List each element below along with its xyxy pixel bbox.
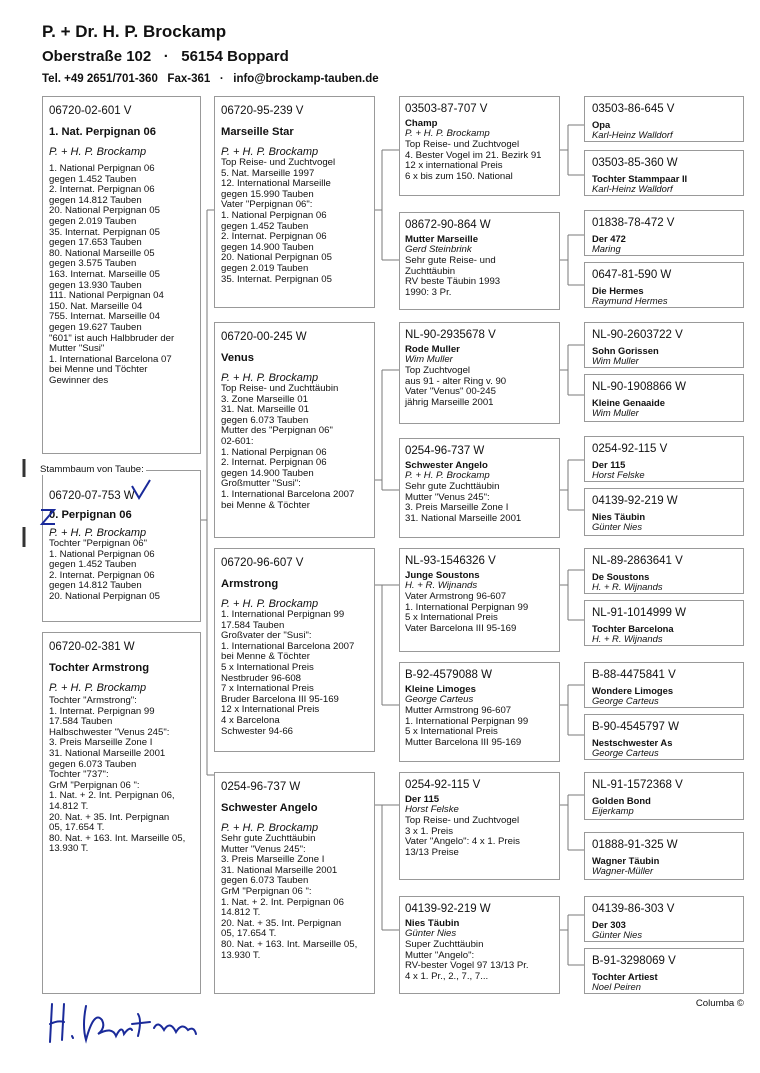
owner-name: P. + H. P. Brockamp — [405, 128, 490, 139]
performance-details: Vater Armstrong 96-607 1. International Perpignan 99 5 x International Preis Vater Barcelona III 95-169 — [405, 590, 529, 635]
owner-name: H. + R. Wijnands — [405, 580, 478, 591]
ring-number: 06720-96-607 V — [221, 557, 304, 569]
pigeon-name: Opa — [592, 119, 611, 130]
performance-details: Sehr gute Zuchttäubin Mutter "Venus 245": 3. Preis Marseille Zone I 31. National Marseille 2001 — [405, 480, 522, 525]
pigeon-name: Champ — [405, 118, 438, 129]
ancestor-card — [584, 832, 744, 880]
ring-number: 03503-87-707 V — [405, 103, 488, 115]
pigeon-name: Rode Muller — [405, 344, 460, 355]
pigeon-name: Tochter Armstrong — [49, 662, 150, 674]
ancestor-card — [584, 210, 744, 256]
parent-card — [214, 322, 375, 538]
performance-details: Tochter "Perpignan 06" 1. National Perpignan 06 gegen 1.452 Tauben 2. Internat. Perpignan 06 gegen 14.812 Tauben 20. National Perpignan 05 — [49, 538, 160, 602]
ring-number: 01838-78-472 V — [592, 217, 675, 229]
owner-name: George Carteus — [592, 695, 659, 706]
owner-name: P. + H. P. Brockamp — [405, 470, 490, 481]
ring-number: 0254-96-737 W — [221, 781, 301, 793]
ring-number: 04139-92-219 W — [405, 903, 491, 915]
ring-number: 01888-91-325 W — [592, 839, 678, 851]
signature-icon — [46, 996, 216, 1046]
owner-name: George Carteus — [405, 694, 474, 705]
pigeon-name: Der 115 — [592, 459, 626, 470]
performance-details: Sehr gute Reise- und Zuchttäubin RV beste Täubin 1993 1990: 3 Pr. — [405, 254, 501, 299]
pigeon-name: Mutter Marseille — [405, 234, 479, 245]
ancestor-card — [584, 488, 744, 536]
owner-name: Maring — [592, 243, 621, 254]
breeder-name: P. + Dr. H. P. Brockamp — [42, 22, 227, 41]
pigeon-name: Der 472 — [592, 233, 626, 244]
handwritten-digit-icon — [38, 506, 58, 528]
ring-number: 0254-92-115 V — [592, 443, 668, 455]
pigeon-name: Der 115 — [405, 794, 440, 805]
punch-hole-marks — [18, 455, 32, 555]
pigeon-name: Nies Täubin — [405, 918, 460, 929]
performance-details: Top Reise- und Zuchtvogel 5. Nat. Marseille 1997 12. International Marseille gegen 15.990 Tauben Vater "Perpignan 06": 1. National Perpignan 06 gegen 1.452 Tauben 2. Internat. Perpignan 06 gegen 14.900 Tauben 20. National Perpignan 05 gegen 2.019 Tauben 35. Internat. Perpignan 05 — [221, 157, 336, 285]
ring-number: 0254-96-737 W — [405, 445, 485, 457]
ring-number: B-92-4579088 W — [405, 669, 492, 681]
pigeon-name: Schwester Angelo — [221, 802, 318, 814]
ancestor-card — [584, 374, 744, 422]
owner-name: Karl-Heinz Walldorf — [592, 129, 673, 140]
ancestor-card — [584, 436, 744, 482]
pigeon-name: Wagner Täubin — [592, 855, 660, 866]
copyright-credit: Columba © — [695, 998, 744, 1009]
pigeon-name: Tochter Artiest — [592, 971, 658, 982]
pigeon-name: Kleine Genaaide — [592, 397, 665, 408]
ring-number: 0254-92-115 V — [405, 779, 481, 791]
grandparent-card — [399, 96, 560, 196]
ring-number: 06720-07-753 W — [49, 490, 135, 502]
ring-number: 06720-95-239 V — [221, 105, 304, 117]
pigeon-name: Tochter Stammpaar II — [592, 173, 688, 184]
pigeon-name: Nies Täubin — [592, 511, 646, 522]
owner-name: Günter Nies — [592, 521, 643, 532]
performance-details: Top Reise- und Zuchtvogel 3 x 1. Preis Vater "Angelo": 4 x 1. Preis 13/13 Preise — [405, 814, 520, 859]
performance-details: 1. National Perpignan 06 gegen 1.452 Tauben 2. Internat. Perpignan 06 gegen 14.812 Tauben 20. National Perpignan 05 gegen 2.019 Tauben 35. Internat. Perpignan 05 gegen 17.653 Tauben 80. National Marseille 05 gegen 3.575 Tauben 163. Internat. Marseille 05 gegen 13.930 Tauben 111. National Perpignan 04 150. Nat. Marseille 04 755. Internat. Marseille 04 gegen 19.627 Tauben "601" ist auch Halbbruder der Mutter "Susi" 1. International Barcelona 07 bei Menne und Töchter Gewinner des — [49, 163, 175, 386]
pigeon-name: 1. Nat. Perpignan 06 — [49, 126, 156, 138]
owner-name: Wim Muller — [592, 407, 639, 418]
breeder-contact: Tel. +49 2651/701-360 Fax-361 · info@brockamp-tauben.de — [42, 73, 379, 85]
ring-number: 08672-90-864 W — [405, 219, 491, 231]
ring-number: 03503-86-645 V — [592, 103, 675, 115]
ring-number: NL-89-2863641 V — [592, 555, 683, 567]
ring-number: 06720-02-601 V — [49, 105, 132, 117]
pigeon-name: Tochter Barcelona — [592, 623, 674, 634]
ring-number: NL-91-1014999 W — [592, 607, 686, 619]
performance-details: Tochter "Armstrong": 1. Internat. Perpignan 99 17.584 Tauben Halbschwester "Venus 245": 3. Preis Marseille Zone I 31. National Marseille 2001 gegen 6.073 Tauben Tochter "737": GrM "Perpignan 06 ": 1. Nat. + 2. Int. Perpignan 06, 14.812 T. 20. Nat. + 35. Int. Perpignan 05, 17.654 T. 80. Nat. + 163. Int. Marseille 05, 13.930 T. — [49, 695, 186, 855]
owner-name: Wim Muller — [592, 355, 639, 366]
owner-name: Horst Felske — [592, 469, 645, 480]
pedigree-frame-label: Stammbaum von Taube: — [40, 464, 144, 475]
ring-number: NL-90-1908866 W — [592, 381, 686, 393]
performance-details: Top Zuchtvogel aus 91 - alter Ring v. 90 Vater "Venus" 00-245 jährig Marseille 2001 — [405, 364, 507, 409]
ring-number: 0647-81-590 W — [592, 269, 672, 281]
owner-name: Günter Nies — [592, 929, 643, 940]
ancestor-card — [584, 772, 744, 820]
checkmark-icon — [128, 478, 154, 504]
owner-name: Horst Felske — [405, 804, 459, 815]
subject-pigeon-card — [42, 470, 201, 622]
owner-name: Gerd Steinbrink — [405, 244, 472, 255]
owner-name: P. + H. P. Brockamp — [221, 598, 319, 610]
pigeon-name: Kleine Limoges — [405, 684, 476, 695]
owner-name: Günter Nies — [405, 928, 457, 939]
grandparent-card — [399, 212, 560, 310]
grandparent-card — [399, 438, 560, 538]
sibling-card — [42, 96, 201, 454]
parent-card — [214, 772, 375, 994]
pigeon-name: Sohn Gorissen — [592, 345, 659, 356]
parent-card — [214, 96, 375, 308]
pigeon-name: Venus — [221, 352, 254, 364]
ring-number: B-88-4475841 V — [592, 669, 676, 681]
owner-name: H. + R. Wijnands — [592, 581, 663, 592]
ancestor-card — [584, 948, 744, 994]
performance-details: Top Reise- und Zuchtvogel 4. Bester Vogel im 21. Bezirk 91 12 x international Preis 6 x bis zum 150. National — [405, 138, 542, 183]
pigeon-name: Nestschwester As — [592, 737, 673, 748]
ancestor-card — [584, 662, 744, 708]
owner-name: Raymund Hermes — [592, 295, 668, 306]
pigeon-name: Armstrong — [221, 578, 279, 590]
breeder-address: Oberstraße 102 · 56154 Boppard — [42, 48, 289, 65]
ancestor-card — [584, 262, 744, 308]
performance-details: Super Zuchttäubin Mutter "Angelo": RV-bester Vogel 97 13/13 Pr. 4 x 1. Pr., 2., 7., 7... — [405, 938, 529, 983]
grandparent-card — [399, 548, 560, 652]
grandparent-card — [399, 896, 560, 994]
pigeon-name: Der 303 — [592, 919, 626, 930]
ring-number: NL-93-1546326 V — [405, 555, 496, 567]
owner-name: Eijerkamp — [592, 805, 634, 816]
ancestor-card — [584, 714, 744, 760]
ancestor-card — [584, 896, 744, 942]
owner-name: P. + H. P. Brockamp — [49, 146, 147, 158]
ring-number: B-91-3298069 V — [592, 955, 676, 967]
owner-name: P. + H. P. Brockamp — [221, 822, 319, 834]
ancestor-card — [584, 96, 744, 142]
pigeon-name: Schwester Angelo — [405, 460, 488, 471]
pigeon-name: Marseille Star — [221, 126, 294, 138]
parent-card — [214, 548, 375, 752]
owner-name: Karl-Heinz Walldorf — [592, 183, 673, 194]
ancestor-card — [584, 322, 744, 368]
ring-number: 04139-92-219 W — [592, 495, 678, 507]
owner-name: P. + H. P. Brockamp — [221, 372, 319, 384]
owner-name: Wim Muller — [405, 354, 453, 365]
ancestor-card — [584, 600, 744, 646]
ring-number: NL-90-2935678 V — [405, 329, 496, 341]
ring-number: NL-90-2603722 V — [592, 329, 683, 341]
pigeon-name: De Soustons — [592, 571, 650, 582]
grandparent-card — [399, 322, 560, 424]
owner-name: P. + H. P. Brockamp — [49, 527, 147, 539]
ancestor-card — [584, 548, 744, 594]
pigeon-name: Die Hermes — [592, 285, 644, 296]
ring-number: 06720-02-381 W — [49, 641, 135, 653]
ring-number: 03503-85-360 W — [592, 157, 678, 169]
owner-name: P. + H. P. Brockamp — [221, 146, 319, 158]
sibling-card — [42, 632, 201, 994]
owner-name: Noel Peiren — [592, 981, 641, 992]
pigeon-name: Junge Soustons — [405, 570, 480, 581]
pigeon-name: Wondere Limoges — [592, 685, 674, 696]
pigeon-name: 0. Perpignan 06 — [49, 509, 132, 521]
ancestor-card — [584, 150, 744, 196]
owner-name: Wagner-Müller — [592, 865, 654, 876]
ring-number: B-90-4545797 W — [592, 721, 679, 733]
owner-name: P. + H. P. Brockamp — [49, 682, 147, 694]
performance-details: 1. International Perpignan 99 17.584 Tauben Großvater der "Susi": 1. International Barcelona 2007 bei Menne & Töchter 5 x International Preis Nestbruder 96-608 7 x International Preis Bruder Barcelona III 95-169 12 x International Preis 4 x Barcelona Schwester 94-66 — [221, 609, 355, 737]
pigeon-name: Golden Bond — [592, 795, 651, 806]
grandparent-card — [399, 772, 560, 880]
performance-details: Sehr gute Zuchttäubin Mutter "Venus 245": 3. Preis Marseille Zone I 31. National Marseille 2001 gegen 6.073 Tauben GrM "Perpignan 06 ": 1. Nat. + 2. Int. Perpignan 06 14.812 T. 20. Nat. + 35. Int. Perpignan 05, 17.654 T. 80. Nat. + 163. Int. Marseille 05, 13.930 T. — [221, 833, 358, 961]
ring-number: NL-91-1572368 V — [592, 779, 683, 791]
performance-details: Top Reise- und Zuchttäubin 3. Zone Marseille 01 31. Nat. Marseille 01 gegen 6.073 Tauben Mutter des "Perpignan 06" 02-601: 1. National Perpignan 06 2. Internat. Perpignan 06 gegen 14.900 Tauben Großmutter "Susi": 1. International Barcelona 2007 bei Menne & Töchter — [221, 383, 355, 511]
ring-number: 06720-00-245 W — [221, 331, 307, 343]
owner-name: H. + R. Wijnands — [592, 633, 663, 644]
ring-number: 04139-86-303 V — [592, 903, 675, 915]
grandparent-card — [399, 662, 560, 762]
performance-details: Mutter Armstrong 96-607 1. International Perpignan 99 5 x International Preis Mutter Barcelona III 95-169 — [405, 704, 529, 749]
owner-name: George Carteus — [592, 747, 659, 758]
